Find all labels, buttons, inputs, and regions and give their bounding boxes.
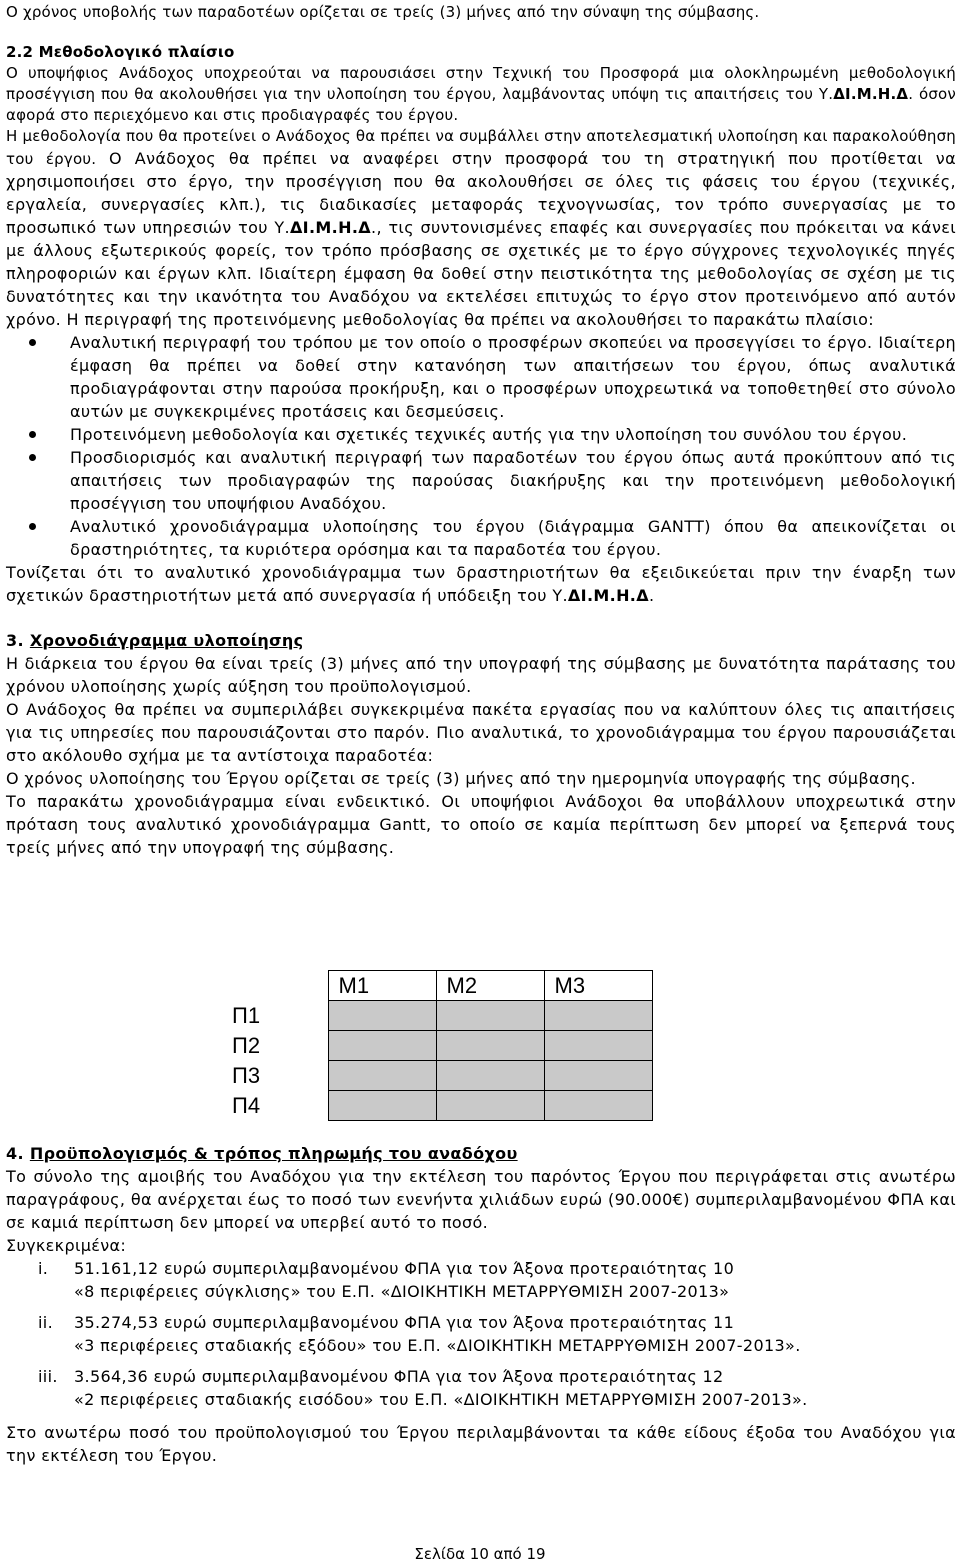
- gantt-row: [222, 1031, 652, 1061]
- section-2-2-title: 2.2 Μεθοδολογικό πλαίσιο: [6, 43, 235, 61]
- list-item: Αναλυτική περιγραφή του τρόπου με τον οποίο ο προσφέρων σκοπεύει να προσεγγίσει το έργο. Ιδιαίτερη έμφαση θα πρέπει να δοθεί στην κατανόηση των απαιτήσεων του έργου, όπως αναλυτικά προδιαγράφονται στην παρούσα προκήρυξη, και ο προσφέρων υποχρεωτικά να τοποθετηθεί στο σύνολο αυτών με συγκεκριμένες προτάσεις και δεσμεύσεις.: [6, 331, 956, 423]
- gantt-header-row: [222, 971, 652, 1001]
- budget-list: [6, 1257, 956, 1411]
- gantt-row: [222, 1001, 652, 1031]
- section-3-paragraph-2: Ο Ανάδοχος θα πρέπει να συμπεριλάβει συγκεκριμένα πακέτα εργασίας που να καλύπτουν όλες τις απαιτήσεις για τις υπηρεσίες που παρουσιάζονται στο παρόν. Πιο αναλυτικά, το χρονοδιάγραμμα του έργου παρουσιάζεται στο ακόλουθο σχήμα με τα αντίστοιχα παραδοτέα:: [6, 700, 956, 765]
- gantt-cell: [544, 1091, 652, 1121]
- gantt-cell: [436, 1061, 544, 1091]
- bullet-icon: [29, 431, 36, 438]
- list-item: i. 51.161,12 ευρώ συμπεριλαμβανομένου ΦΠΑ για τον Άξονα προτεραιότητας 10 «8 περιφέρειες σύγκλισης» του Ε.Π. «ΔΙΟΙΚΗΤΙΚΗ ΜΕΤΑΡΡΥΘΜΙΣΗ 2007-2013»: [38, 1259, 735, 1301]
- gantt-table: [222, 970, 653, 1121]
- page-number: Σελίδα 10 από 19: [414, 1545, 546, 1563]
- section-4-title: 4. Προϋπολογισμός & τρόπος πληρωμής του αναδόχου: [6, 1144, 518, 1163]
- month-header: Μ2: [436, 971, 544, 1001]
- gantt-cell: [544, 1061, 652, 1091]
- list-item: Προσδιορισμός και αναλυτική περιγραφή των παραδοτέων του έργου όπως αυτά προκύπτουν από τις απαιτήσεις των προδιαγραφών της παρούσας διακήρυξης και την προτεινόμενη μεθοδολογική προσέγγιση του υποψήφιου Αναδόχου.: [6, 446, 956, 515]
- gantt-row: [222, 1091, 652, 1121]
- section-4-paragraph-2: Συγκεκριμένα:: [6, 1236, 127, 1255]
- section-3-title: 3. Χρονοδιάγραμμα υλοποίησης: [6, 631, 304, 650]
- section-2-2-paragraph-2: Η μεθοδολογία που θα προτείνει ο Ανάδοχος θα πρέπει να συμβάλλει στην αποτελεσματική υλοποίηση και παρακολούθηση του έργου. Ο Ανάδοχος θα πρέπει να αναφέρει στην προσφορά του τη στρατηγική που προτίθεται να χρησιμοποιήσει στο έργο, την προσέγγιση που θα ακολουθήσει σε όλες τις φάσεις του έργου (τεχνικές, εργαλεία, συνεργασίες κλπ.), τις διαδικασίες μεταφοράς τεχνογνωσίας, τον τρόπο συνεργασίας με το προσωπικό των υπηρεσιών του Υ.ΔΙ.Μ.Η.Δ., τις συντονισμένες επαφές και συνεργασίες που πρόκειται να κάνει με άλλους εξωτερικούς φορείς, τον τρόπο πρόσβασης σε σχετικές με το έργο σύγχρονες τεχνολογικές πηγές πληροφοριών και έργων κλπ. Ιδιαίτερη έμφαση θα δοθεί στην πειστικότητα της μεθοδολογίας σε σχέση με τις δυνατότητες και την ικανότητα του Αναδόχου να εκτελέσει επιτυχώς το έργο στον προτεινόμενο από αυτόν χρόνο. Η περιγραφή της προτεινόμενης μεθοδολογίας θα πρέπει να ακολουθήσει το παρακάτω πλαίσιο:: [6, 127, 956, 329]
- section-3-paragraph-3: Ο χρόνος υλοποίησης του Έργου ορίζεται σε τρείς (3) μήνες από την ημερομηνία υπογραφής της σύμβασης.: [6, 769, 916, 788]
- list-item: Αναλυτικό χρονοδιάγραμμα υλοποίησης του έργου (διάγραμμα GANTT) όπου θα απεικονίζεται οι δραστηριότητες, τα κυριότερα ορόσημα και τα παραδοτέα του έργου.: [6, 515, 956, 561]
- section-2-2: [6, 42, 956, 607]
- deliverable-label: Π2: [232, 1032, 261, 1058]
- gantt-cell: [544, 1031, 652, 1061]
- gantt-cell: [328, 1031, 436, 1061]
- gantt-cell: [328, 1091, 436, 1121]
- gantt-row: [222, 1061, 652, 1091]
- bold-abbreviation: ΔΙ.Μ.Η.Δ: [567, 586, 649, 605]
- list-item: Προτεινόμενη μεθοδολογία και σχετικές τεχνικές αυτής για την υλοποίηση του συνόλου του έργου.: [6, 423, 956, 446]
- bullet-icon: [29, 339, 36, 346]
- gantt-cell: [328, 1001, 436, 1031]
- month-header: Μ3: [544, 971, 652, 1001]
- deliverable-label: Π3: [232, 1062, 261, 1088]
- deliverable-label: Π1: [232, 1002, 261, 1028]
- gantt-cell: [328, 1061, 436, 1091]
- list-item: iii. 3.564,36 ευρώ συμπεριλαμβανομένου ΦΠΑ για τον Άξονα προτεραιότητας 12 «2 περιφέρειες σταδιακής εισόδου» του Ε.Π. «ΔΙΟΙΚΗΤΙΚΗ ΜΕΤΑΡΡΥΘΜΙΣΗ 2007-2013».: [38, 1367, 808, 1409]
- gantt-cell: [436, 1091, 544, 1121]
- deliverable-label: Π4: [232, 1092, 261, 1118]
- section-3-paragraph-4: Το παρακάτω χρονοδιάγραμμα είναι ενδεικτικό. Οι υποψήφιοι Ανάδοχοι θα υποβάλλουν υποχρεωτικά στην πρόταση τους αναλυτικό χρονοδιάγραμμα Gantt, το οποίο σε καμία περίπτωση δεν μπορεί να ξεπερνά τους τρείς μήνες από την υπογραφή της σύμβασης.: [6, 792, 956, 857]
- methodology-bullet-list: [6, 331, 956, 561]
- gantt-cell: [436, 1031, 544, 1061]
- bullet-icon: [29, 523, 36, 530]
- list-item: ii. 35.274,53 ευρώ συμπεριλαμβανομένου ΦΠΑ για τον Άξονα προτεραιότητας 11 «3 περιφέρειες σταδιακής εξόδου» του Ε.Π. «ΔΙΟΙΚΗΤΙΚΗ ΜΕΤΑΡΡΥΘΜΙΣΗ 2007-2013».: [38, 1313, 801, 1355]
- section-3-paragraph-1: Η διάρκεια του έργου θα είναι τρείς (3) μήνες από την υπογραφή της σύμβασης με δυνατότητα παράτασης του χρόνου υλοποίησης χωρίς αύξηση του προϋπολογισμού.: [6, 654, 956, 696]
- month-header: Μ1: [328, 971, 436, 1001]
- section-4: [6, 1142, 956, 1467]
- section-2-2-paragraph-1: Ο υποψήφιος Ανάδοχος υποχρεούται να παρουσιάσει στην Τεχνική του Προσφορά μια ολοκληρωμένη μεθοδολογική προσέγγιση που θα ακολουθήσει για την υλοποίηση του έργου, λαμβάνοντας υπόψη τις απαιτήσεις του Υ.ΔΙ.Μ.Η.Δ. όσον αφορά στο περιεχόμενο και στις προδιαγραφές του έργου.: [6, 64, 956, 124]
- section-2-2-paragraph-3: Τονίζεται ότι το αναλυτικό χρονοδιάγραμμα των δραστηριοτήτων θα εξειδικεύεται πριν την έναρξη των σχετικών δραστηριοτήτων μετά από συνεργασία ή υπόδειξη του Υ.ΔΙ.Μ.Η.Δ.: [6, 563, 956, 605]
- section-3: [6, 629, 956, 859]
- section-4-paragraph-1: Το σύνολο της αμοιβής του Αναδόχου για την εκτέλεση του παρόντος Έργου που περιγράφεται στις ανωτέρω παραγράφους, θα ανέρχεται έως το ποσό των ενενήντα χιλιάδων ευρώ (90.000€) συμπεριλαμβανομένου ΦΠΑ και σε καμιά περίπτωση δεν μπορεί να υπερβεί αυτό το ποσό.: [6, 1167, 956, 1232]
- intro-paragraph: Ο χρόνος υποβολής των παραδοτέων ορίζεται σε τρείς (3) μήνες από την σύναψη της σύμβασης.: [6, 3, 760, 21]
- bullet-icon: [29, 454, 36, 461]
- bold-abbreviation: ΔΙ.Μ.Η.Δ: [289, 218, 372, 237]
- gantt-cell: [436, 1001, 544, 1031]
- section-4-paragraph-3: Στο ανωτέρω ποσό του προϋπολογισμού του Έργου περιλαμβάνονται τα κάθε είδους έξοδα του Αναδόχου για την εκτέλεση του Έργου.: [6, 1423, 956, 1465]
- gantt-cell: [544, 1001, 652, 1031]
- bold-abbreviation: ΔΙ.Μ.Η.Δ: [833, 85, 909, 103]
